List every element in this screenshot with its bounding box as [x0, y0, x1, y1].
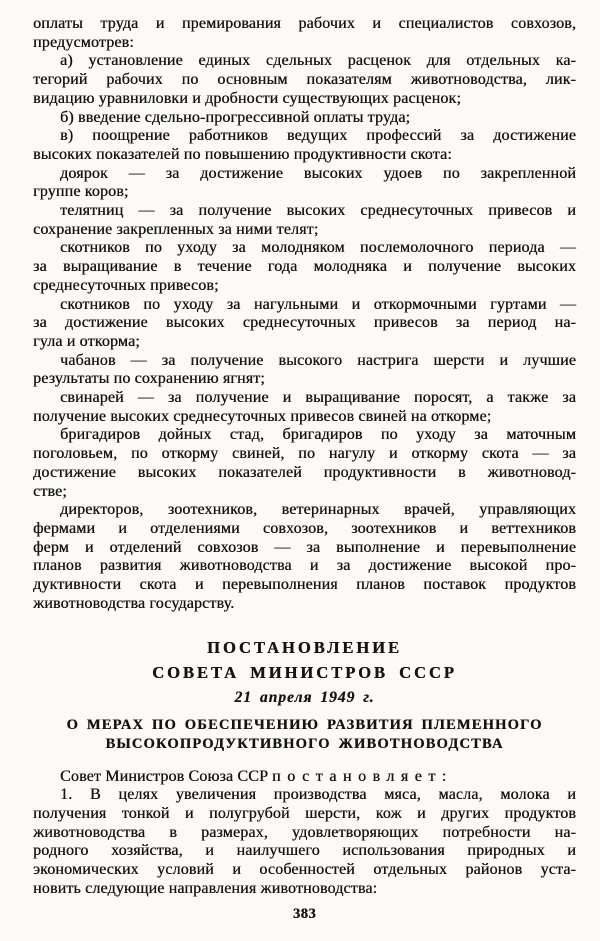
paragraph	[33, 127, 576, 164]
paragraph	[33, 501, 576, 613]
text-line: предусмотрев:	[33, 33, 134, 51]
text-line: оплаты труда и премирования рабочих и специалистов совхозов,	[33, 15, 576, 32]
text-line: гула и откорма;	[33, 332, 140, 350]
resolution-subject-line-1: О МЕРАХ ПО ОБЕСПЕЧЕНИЮ РАЗВИТИЯ ПЛЕМЕННОГО	[66, 716, 543, 733]
paragraph	[33, 296, 576, 352]
text-line: высоких показателей по повышению продуктивности скота:	[33, 145, 452, 163]
text-line: за выращивание в течение года молодняка и получение высоких	[33, 258, 576, 276]
resolution-title-line-2: СОВЕТА МИНИСТРОВ СССР	[152, 662, 457, 682]
resolution-subject	[33, 716, 576, 755]
paragraph	[33, 786, 576, 898]
text-line: среднесуточных привесов;	[33, 276, 219, 294]
text-line: 1. В целях увеличения производства мяса, масла, молока и	[60, 786, 576, 804]
paragraph	[33, 165, 576, 202]
text-line: бригадиров дойных стад, бригадиров по уходу за маточным	[60, 426, 576, 444]
paragraph	[33, 426, 576, 501]
resolution-subject-line-2: ВЫСОКОПРОДУКТИВНОГО ЖИВОТНОВОДСТВА	[105, 736, 504, 752]
paragraph	[33, 202, 576, 239]
resolution-title-line-1: ПОСТАНОВЛЕНИЕ	[207, 637, 402, 657]
text-line: животноводства в размерах, удовлетворяющих потребности на-	[33, 823, 576, 841]
text-line: экономических условий и особенностей отдельных районов уста-	[33, 861, 576, 879]
text-line: получения тонкой и полугрубой шерсти, кож и других продуктов	[33, 804, 576, 822]
text-line: в) поощрение работников ведущих профессий за достижение	[60, 127, 576, 145]
text-line: доярок — за достижение высоких удоев по закрепленной	[60, 164, 576, 182]
text-line: скотников по уходу за нагульными и откормочными гуртами —	[60, 295, 576, 313]
preamble-spaced-text: постановляет:	[272, 767, 453, 785]
resolution-date: 21 апреля 1949 г.	[234, 688, 375, 706]
text-line: достижение высоких показателей продуктивности в животновод-	[33, 463, 576, 481]
text-line: директоров, зоотехников, ветеринарных врачей, управляющих	[60, 501, 576, 519]
text-line: телятниц — за получение высоких среднесуточных привесов и	[60, 202, 576, 220]
text-line: тегорий рабочих по основным показателям животноводства, лик-	[33, 71, 576, 89]
text-line: ферм и отделений совхозов — за выполнение и перевыполнение	[33, 538, 576, 556]
text-line: сохранение закрепленных за ними телят;	[33, 220, 319, 238]
paragraph	[33, 239, 576, 295]
text-line: животноводства государству.	[33, 594, 235, 612]
text-line: планов развития животноводства и за достижение высокой про-	[33, 557, 576, 575]
text-line: родного хозяйства, и наилучшего использования природных и	[33, 842, 576, 860]
text-line: результаты по сохранению ягнят;	[33, 370, 265, 388]
paragraph	[33, 15, 576, 52]
preamble-normal-text: Совет Министров Союза ССР	[60, 767, 269, 785]
paragraph	[33, 352, 576, 389]
paragraph	[33, 389, 576, 426]
preamble-line	[33, 768, 576, 787]
text-line: фермами и отделениями совхозов, зоотехников и веттехников	[33, 519, 576, 537]
text-line: свинарей — за получение и выращивание поросят, а также за	[60, 389, 576, 407]
text-line: за достижение высоких среднесуточных привесов за период на-	[33, 314, 576, 332]
text-line: чабанов — за получение высокого настрига шерсти и лучшие	[60, 351, 576, 369]
text-line: новить следующие направления животноводства:	[33, 879, 378, 897]
page-number: 383	[292, 906, 317, 923]
continuation-text-block	[33, 15, 576, 614]
text-line: получение высоких среднесуточных привесов свиней на откорме;	[33, 407, 492, 425]
text-line: скотников по уходу за молодняком послемолочного периода —	[60, 239, 576, 257]
text-line: поголовьем, по откорму свиней, по нагулу и откорму скота — за	[33, 445, 576, 463]
text-line: а) установление единых сдельных расценок для отдельных ка-	[60, 52, 576, 70]
text-line: стве;	[33, 482, 67, 500]
resolution-heading	[33, 635, 576, 755]
text-line: дуктивности скота и перевыполнения планов поставок продуктов	[33, 576, 576, 594]
resolution-body-block	[33, 786, 576, 898]
text-line: группе коров;	[33, 183, 129, 201]
text-line: б) введение сдельно-прогрессивной оплаты труда;	[60, 108, 411, 126]
paragraph	[33, 52, 576, 108]
paragraph	[33, 109, 576, 128]
text-line: видацию уравниловки и дробности существующих расценок;	[33, 89, 461, 107]
